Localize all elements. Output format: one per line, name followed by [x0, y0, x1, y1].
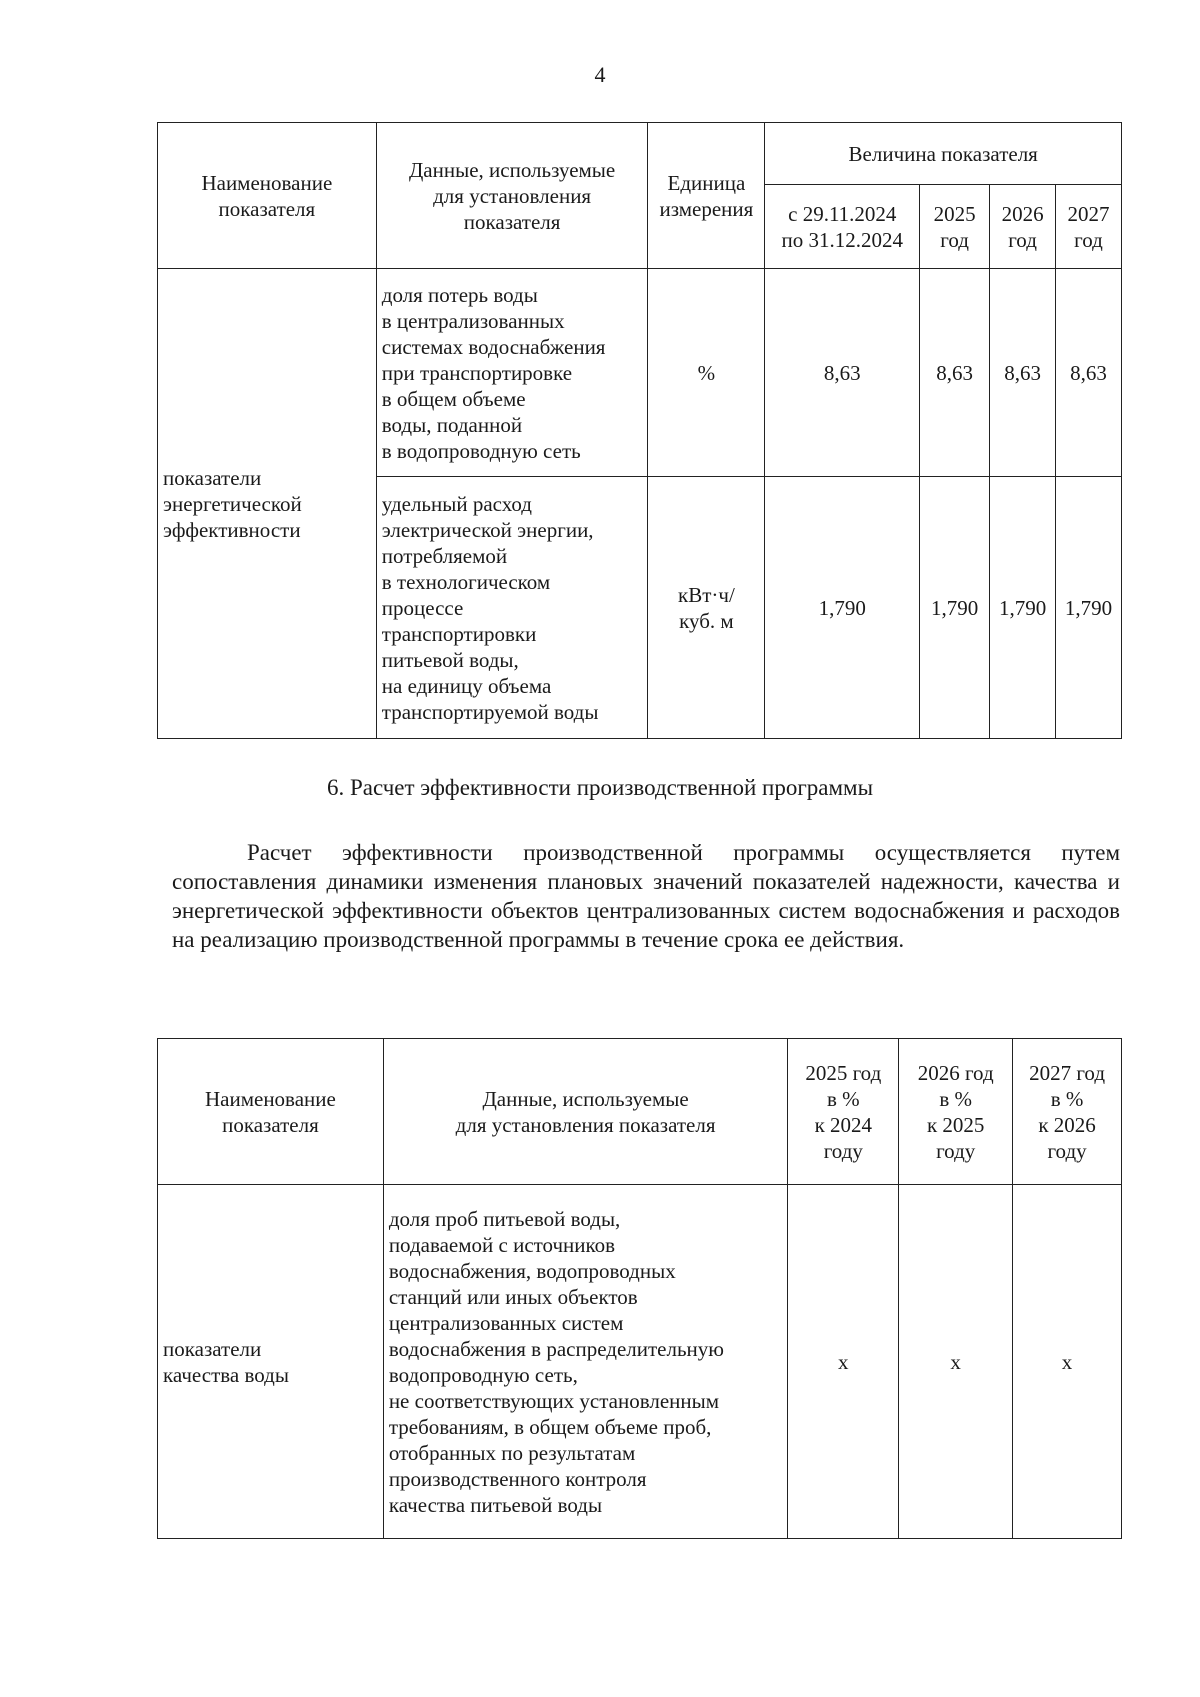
indicator-value: 1,790: [920, 477, 990, 739]
table-row: [158, 1185, 1122, 1539]
indicator-description: удельный расход электрической энергии, потребляемой в технологическом процессе транспортировки питьевой воды, на единицу объема транспортируемой воды: [376, 477, 648, 739]
indicator-unit: кВт·ч/ куб. м: [648, 477, 765, 739]
indicator-value: х: [788, 1185, 899, 1539]
section-paragraph: [172, 838, 1120, 954]
header-period: 2026 год в % к 2025 году: [899, 1039, 1013, 1185]
header-period: 2027 год: [1056, 185, 1122, 269]
indicator-value: 1,790: [1056, 477, 1122, 739]
header-indicator-name: Наименование показателя: [158, 1039, 384, 1185]
header-period: 2026 год: [990, 185, 1056, 269]
table-row: [158, 269, 1122, 477]
header-data-used: Данные, используемые для установления показателя: [376, 123, 648, 269]
paragraph-text: Расчет эффективности производственной программы осуществляется путем сопоставления динамики изменения плановых значений показателей надежности, качества и энергетической эффективности объектов централизованных систем водоснабжения и расходов на реализацию производственной программы в течение срока ее действия.: [172, 840, 1120, 952]
indicator-description: доля проб питьевой воды, подаваемой с источников водоснабжения, водопроводных станций или иных объектов централизованных систем водоснабжения в распределительную водопроводную сеть, не соответствующих установленным требованиям, в общем объеме проб, отобранных по результатам производственного контроля качества питьевой воды: [383, 1185, 788, 1539]
indicator-value: 8,63: [920, 269, 990, 477]
header-data-used: Данные, используемые для установления показателя: [383, 1039, 788, 1185]
indicator-value: 8,63: [990, 269, 1056, 477]
energy-efficiency-table: [157, 122, 1122, 739]
indicator-value: 8,63: [1056, 269, 1122, 477]
header-value-group: Величина показателя: [765, 123, 1122, 185]
indicator-value: 1,790: [990, 477, 1056, 739]
header-period: с 29.11.2024 по 31.12.2024: [765, 185, 920, 269]
header-period: 2025 год в % к 2024 году: [788, 1039, 899, 1185]
header-period: 2025 год: [920, 185, 990, 269]
header-indicator-name: Наименование показателя: [158, 123, 377, 269]
header-unit: Единица измерения: [648, 123, 765, 269]
efficiency-calculation-table: [157, 1038, 1122, 1539]
indicator-value: 1,790: [765, 477, 920, 739]
indicator-description: доля потерь воды в централизованных системах водоснабжения при транспортировке в общем объеме воды, поданной в водопроводную сеть: [376, 269, 648, 477]
indicator-value: х: [899, 1185, 1013, 1539]
indicator-group-name: показатели энергетической эффективности: [158, 269, 377, 739]
section-title: 6. Расчет эффективности производственной программы: [326, 775, 874, 800]
page-number: 4: [594, 62, 606, 87]
indicator-unit: %: [648, 269, 765, 477]
indicator-value: 8,63: [765, 269, 920, 477]
header-period: 2027 год в % к 2026 году: [1013, 1039, 1122, 1185]
indicator-value: х: [1013, 1185, 1122, 1539]
indicator-name: показатели качества воды: [158, 1185, 384, 1539]
